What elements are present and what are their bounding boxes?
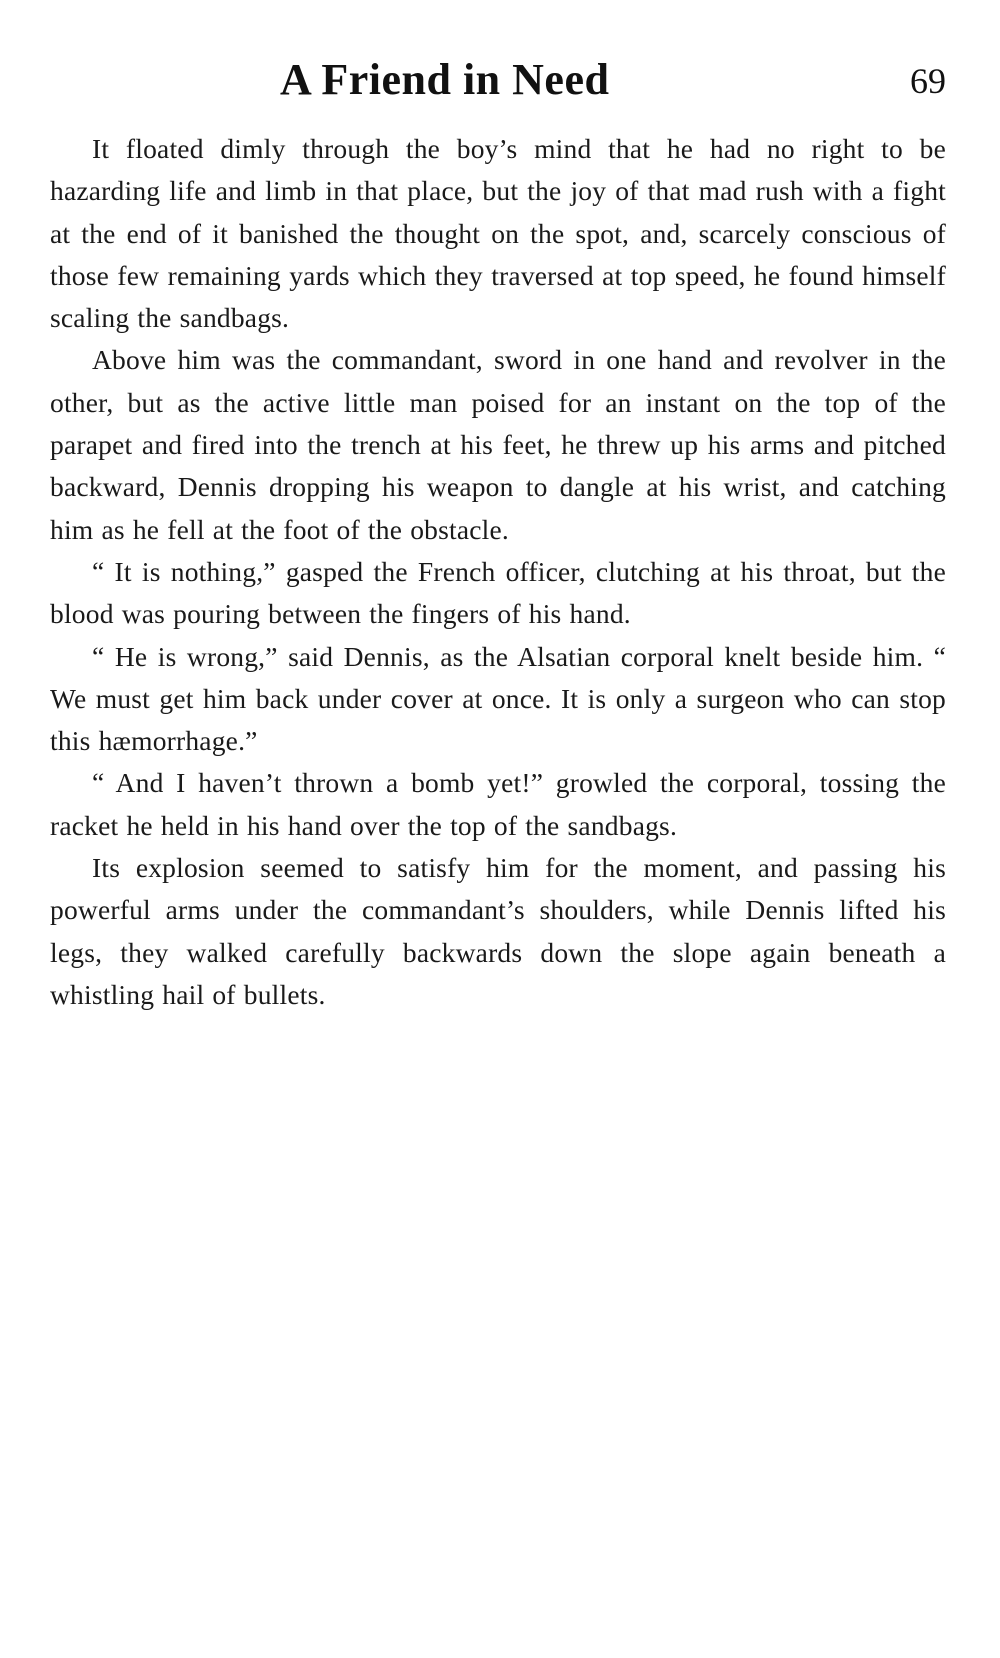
paragraph: Above him was the commandant, sword in one hand and revolver in the other, but as the active little man poised for an instant on the top of the parapet and fired into the trench at his feet, he threw up his arms and pitched backward, Dennis dropping his weapon to dangle at his wrist, and catching him as he fell at the foot of the obstacle. bbox=[50, 344, 946, 545]
paragraph: “ He is wrong,” said Dennis, as the Alsatian corporal knelt beside him. “ We must get him back under cover at once. It is only a surgeon who can stop this hæmorrhage.” bbox=[50, 640, 946, 757]
paragraph: Its explosion seemed to satisfy him for the moment, and passing his powerful arms under the commandant’s shoulders, while Dennis lifted his legs, they walked carefully backwards down the slope again beneath a whistling hail of bullets. bbox=[50, 852, 946, 1010]
body-text bbox=[50, 128, 946, 1016]
paragraph: “ And I haven’t thrown a bomb yet!” growled the corporal, tossing the racket he held in his hand over the top of the sandbags. bbox=[50, 767, 946, 841]
paragraph: “ It is nothing,” gasped the French officer, clutching at his throat, but the blood was pouring between the fingers of his hand. bbox=[50, 555, 946, 630]
page-number: 69 bbox=[910, 61, 946, 101]
running-head bbox=[50, 52, 950, 112]
paragraph: It floated dimly through the boy’s mind that he had no right to be hazarding life and limb in that place, but the joy of that mad rush with a fight at the end of it banished the thought on the spot, and, scarcely conscious of those few remaining yards which they traversed at top speed, he found himself scaling the sandbags. bbox=[50, 133, 946, 334]
chapter-title: A Friend in Need bbox=[280, 55, 610, 104]
